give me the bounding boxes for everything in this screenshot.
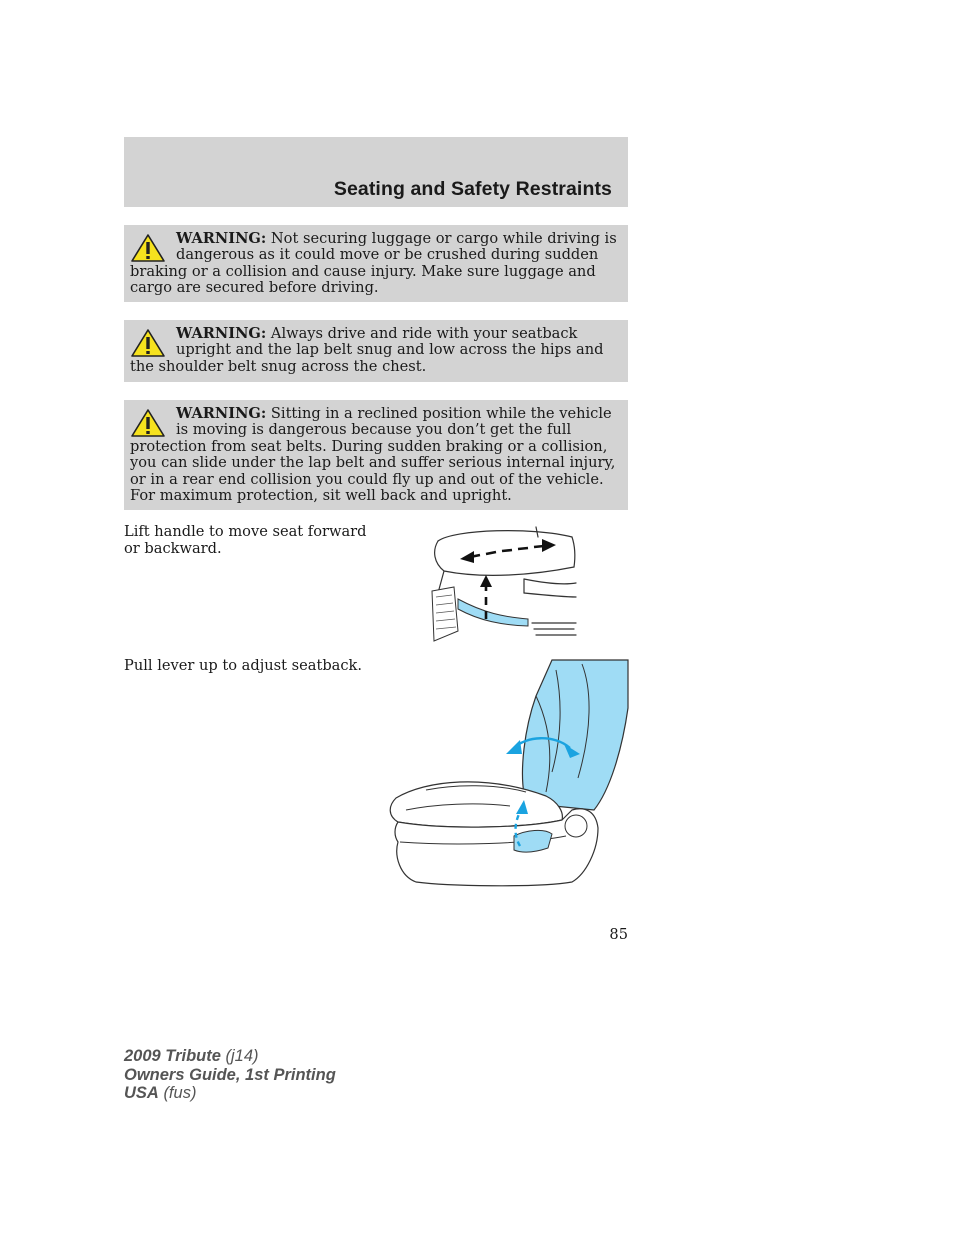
footer-line-3 — [124, 1084, 336, 1103]
footer-model-code: (j14) — [225, 1047, 259, 1065]
seatback-illustration — [386, 660, 630, 890]
footer-line-1 — [124, 1047, 336, 1066]
seat-slide-instruction: Lift handle to move seat forward or backward. — [124, 523, 367, 557]
section-header-band — [124, 137, 628, 207]
warning-label: WARNING: — [176, 325, 267, 342]
seat-slide-illustration — [424, 523, 580, 645]
warning-box — [124, 320, 628, 382]
seatback-instruction: Pull lever up to adjust seatback. — [124, 657, 363, 674]
warning-label: WARNING: — [176, 230, 267, 247]
section-title: Seating and Safety Restraints — [333, 178, 612, 200]
warning-box — [124, 400, 628, 510]
warning-text: Sitting in a reclined position while the vehicle is moving is dangerous because you don’t get the full protection from seat belts. During sudden braking or a collision, you can slide under the lap belt and suffer serious internal injury, or in a rear end collision you could fly up and out of the vehicle. For maximum protection, sit well back and upright. — [130, 405, 616, 505]
warning-triangle-icon — [130, 233, 166, 263]
warning-text: Not securing luggage or cargo while driving is dangerous as it could move or be crushed during sudden braking or a collision and cause injury. Make sure luggage and cargo are secured before driving. — [130, 230, 617, 297]
warning-box — [124, 225, 628, 302]
warning-triangle-icon — [130, 328, 166, 358]
footer-market-code: (fus) — [163, 1084, 197, 1102]
warning-triangle-icon — [130, 408, 166, 438]
footer-market: USA — [124, 1084, 159, 1102]
warning-text: Always drive and ride with your seatback upright and the lap belt snug and low across the hips and the shoulder belt snug across the chest. — [130, 325, 604, 375]
footer-line-2: Owners Guide, 1st Printing — [124, 1065, 336, 1084]
footer-model: 2009 Tribute — [124, 1047, 221, 1065]
page-number: 85 — [609, 926, 628, 943]
document-footer — [124, 1047, 336, 1103]
warning-label: WARNING: — [176, 405, 267, 422]
